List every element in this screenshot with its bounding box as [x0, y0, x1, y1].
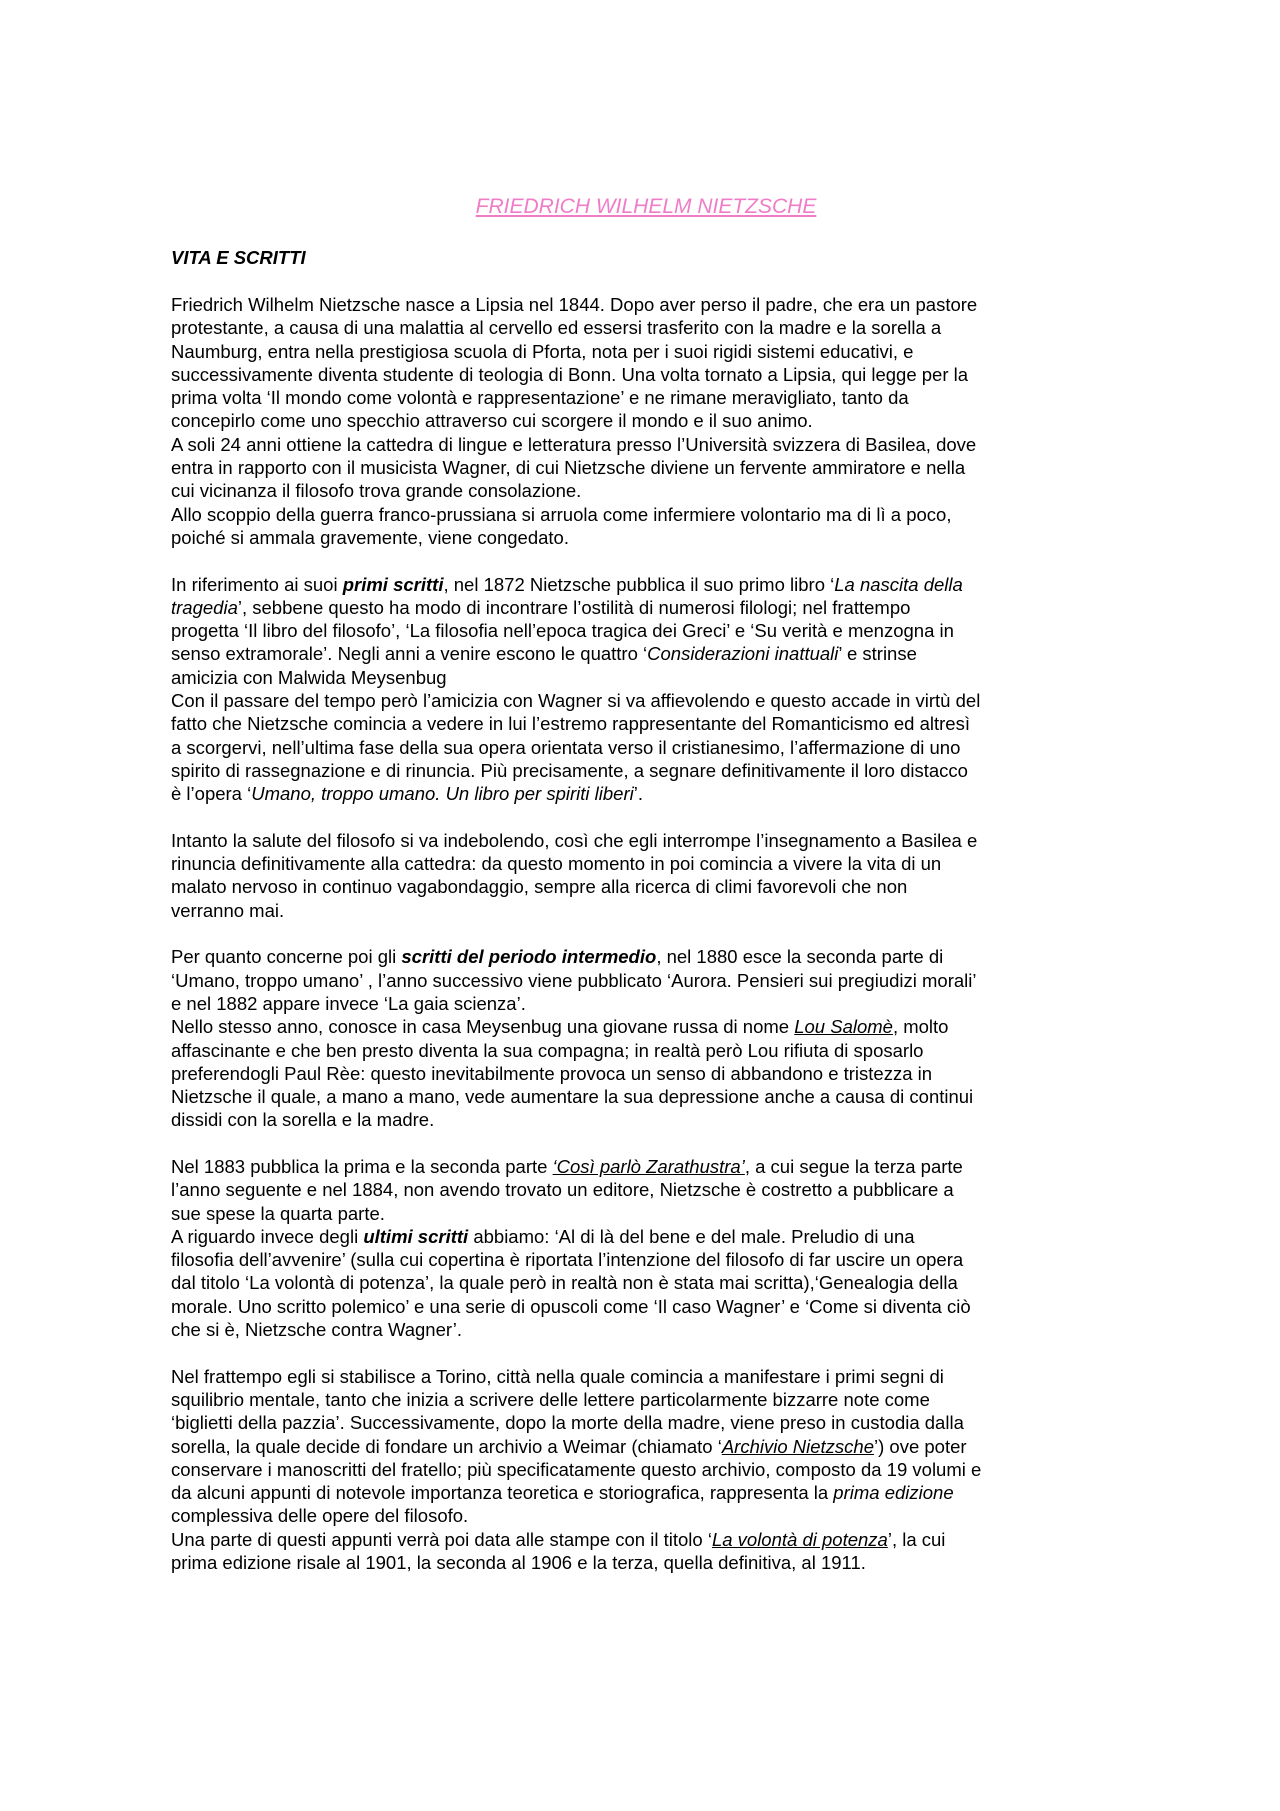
text-run: l’anno seguente e nel 1884, non avendo trovato un editore, Nietzsche è costretto a pubblicare a: [171, 1179, 954, 1201]
emphasized-text: La nascita della: [834, 573, 963, 595]
text-run: morale. Uno scritto polemico’ e una serie di opuscoli come ‘Il caso Wagner’ e ‘Come si diventa ciò: [171, 1295, 971, 1317]
text-line: [171, 736, 1121, 759]
text-line: [171, 759, 1121, 782]
text-line: [171, 642, 1121, 665]
text-line: [171, 1458, 1121, 1481]
emphasized-text: Archivio Nietzsche: [721, 1435, 875, 1457]
text-line: [171, 1481, 1121, 1504]
text-run: prima volta ‘Il mondo come volontà e rappresentazione’ e ne rimane meravigliato, tanto da: [171, 387, 909, 409]
text-run: poiché si ammala gravemente, viene congedato.: [171, 526, 569, 548]
emphasized-text: Umano, troppo umano. Un libro per spiriti liberi: [251, 783, 634, 805]
emphasized-text: Lou Salomè: [794, 1016, 893, 1038]
text-run: successivamente diventa studente di teologia di Bonn. Una volta tornato a Lipsia, qui legge per la: [171, 363, 969, 385]
text-line: [171, 316, 1121, 339]
text-line: [171, 456, 1121, 479]
text-run: affascinante e che ben presto diventa la sua compagna; in realtà però Lou rifiuta di sposarlo: [171, 1039, 924, 1061]
text-line: [171, 596, 1121, 619]
text-line: [171, 992, 1121, 1015]
text-line: [171, 666, 1121, 689]
text-line: [171, 1388, 1121, 1411]
text-run: Con il passare del tempo però l’amicizia con Wagner si va affievolendo e questo accade in virtù del: [171, 690, 981, 712]
text-run: entra in rapporto con il musicista Wagner, di cui Nietzsche diviene un fervente ammiratore e nella: [171, 457, 966, 479]
text-run: protestante, a causa di una malattia al cervello ed essersi trasferito con la madre e la sorella a: [171, 317, 942, 339]
text-line: [171, 619, 1121, 642]
emphasized-text: tragedia: [171, 596, 238, 618]
text-run: Nello stesso anno, conosce in casa Meysenbug una giovane russa di nome: [171, 1016, 795, 1038]
text-run: filosofia dell’avvenire’ (sulla cui copertina è riportata l’intenzione del filosofo di far uscire un opera: [171, 1249, 964, 1271]
text-run: malato nervoso in continuo vagabondaggio, sempre alla ricerca di climi favorevoli che non: [171, 876, 908, 898]
text-line: [171, 293, 1121, 316]
text-line: [171, 1039, 1121, 1062]
text-line: [171, 782, 1121, 805]
emphasized-text: primi scritti: [342, 573, 444, 595]
text-run: dissidi con la sorella e la madre.: [171, 1109, 435, 1131]
text-run: rinuncia definitivamente alla cattedra: da questo momento in poi comincia a vivere la vita di un: [171, 853, 942, 875]
text-run: è l’opera ‘: [171, 783, 252, 805]
document-body: [171, 293, 1121, 1574]
text-line: [171, 969, 1121, 992]
text-run: ’, sebbene questo ha modo di incontrare l’ostilità di numerosi filologi; nel frattempo: [237, 596, 911, 618]
emphasized-text: prima edizione: [833, 1482, 954, 1504]
text-line: [171, 1202, 1121, 1225]
text-line: [171, 852, 1121, 875]
text-run: a scorgervi, nell’ultima fase della sua opera orientata verso il cristianesimo, l’affermazione di uno: [171, 736, 961, 758]
emphasized-text: La volontà di potenza: [711, 1528, 888, 1550]
text-run: squilibrio mentale, tanto che inizia a scrivere delle lettere particolarmente bizzarre note come: [171, 1388, 930, 1410]
text-line: [171, 1085, 1121, 1108]
text-line: [171, 1225, 1121, 1248]
text-line: [171, 1155, 1121, 1178]
text-run: ‘biglietti della pazzia’. Successivamente, dopo la morte della madre, viene preso in custodia dalla: [171, 1412, 964, 1434]
emphasized-text: Considerazioni inattuali: [647, 643, 839, 665]
paragraph: [171, 573, 1121, 806]
text-line: [171, 1435, 1121, 1458]
text-run: ’, la cui: [887, 1528, 946, 1550]
text-line: [171, 340, 1121, 363]
text-run: e nel 1882 appare invece ‘La gaia scienza’.: [171, 992, 526, 1014]
text-run: Nel frattempo egli si stabilisce a Torino, città nella quale comincia a manifestare i primi segni di: [171, 1365, 944, 1387]
text-run: cui vicinanza il filosofo trova grande consolazione.: [171, 480, 582, 502]
text-run: Nel 1883 pubblica la prima e la seconda parte: [171, 1155, 553, 1177]
text-line: [171, 363, 1121, 386]
text-run: concepirlo come uno specchio attraverso cui scorgere il mondo e il suo animo.: [171, 410, 813, 432]
text-run: Friedrich Wilhelm Nietzsche nasce a Lipsia nel 1844. Dopo aver perso il padre, che era un pastore: [171, 294, 978, 315]
text-line: [171, 573, 1121, 596]
text-line: [171, 386, 1121, 409]
text-line: [171, 1528, 1121, 1551]
text-line: [171, 899, 1121, 922]
text-line: [171, 526, 1121, 549]
text-run: Intanto la salute del filosofo si va indebolendo, così che egli interrompe l’insegnamento a Basilea e: [171, 829, 978, 851]
text-run: senso extramorale’. Negli anni a venire escono le quattro ‘: [171, 643, 648, 665]
text-run: Una parte di questi appunti verrà poi data alle stampe con il titolo ‘: [171, 1528, 712, 1550]
text-run: amicizia con Malwida Meysenbug: [171, 666, 447, 688]
text-run: , nel 1872 Nietzsche pubblica il suo primo libro ‘: [443, 573, 835, 595]
document-page: [171, 195, 1121, 1598]
text-run: Allo scoppio della guerra franco-prussiana si arruola come infermiere volontario ma di lì a poco,: [171, 503, 952, 525]
text-line: [171, 945, 1121, 968]
text-run: , molto: [892, 1016, 949, 1038]
text-line: [171, 1015, 1121, 1038]
text-run: abbiamo: ‘Al di là del bene e del male. Preludio di una: [468, 1225, 915, 1247]
text-run: prima edizione risale al 1901, la seconda al 1906 e la terza, quella definitiva, al 1911.: [171, 1552, 866, 1574]
text-run: ‘Umano, troppo umano’ , l’anno successivo viene pubblicato ‘Aurora. Pensieri sui pregiudizi morali’: [171, 969, 977, 991]
text-run: complessiva delle opere del filosofo.: [171, 1505, 469, 1527]
text-run: da alcuni appunti di notevole importanza teoretica e storiografica, rappresenta la: [171, 1482, 834, 1504]
text-line: [171, 712, 1121, 735]
text-line: [171, 1248, 1121, 1271]
text-line: [171, 1178, 1121, 1201]
paragraph: [171, 1155, 1121, 1341]
text-line: [171, 875, 1121, 898]
text-run: Nietzsche il quale, a mano a mano, vede aumentare la sua depressione anche a causa di continui: [171, 1086, 974, 1108]
text-run: A soli 24 anni ottiene la cattedra di lingue e letteratura presso l’Università svizzera di Basilea, dove: [171, 433, 977, 455]
text-line: [171, 503, 1121, 526]
text-line: [171, 1551, 1121, 1574]
text-line: [171, 1318, 1121, 1341]
paragraph: [171, 1365, 1121, 1575]
text-line: [171, 1365, 1121, 1388]
section-heading: VITA E SCRITTI: [171, 247, 306, 268]
text-run: ’) ove poter: [874, 1435, 967, 1457]
text-line: [171, 409, 1121, 432]
paragraph: [171, 945, 1121, 1131]
text-run: Naumburg, entra nella prestigiosa scuola di Pforta, nota per i suoi rigidi sistemi educativi, e: [171, 340, 914, 362]
text-run: progetta ‘Il libro del filosofo’, ‘La filosofia nell’epoca tragica dei Greci’ e ‘Su verità e menzogna in: [171, 620, 954, 642]
text-run: , a cui segue la terza parte: [744, 1155, 963, 1177]
text-run: dal titolo ‘La volontà di potenza’, la quale però in realtà non è stata mai scritta),‘Genealogia della: [171, 1272, 958, 1294]
text-run: ’.: [633, 783, 643, 805]
text-line: [171, 1411, 1121, 1434]
text-line: [171, 1108, 1121, 1131]
text-line: [171, 1295, 1121, 1318]
document-title: FRIEDRICH WILHELM NIETZSCHE: [475, 195, 817, 218]
text-line: [171, 829, 1121, 852]
text-line: [171, 1062, 1121, 1085]
text-run: ’ e strinse: [838, 643, 917, 665]
paragraph: [171, 829, 1121, 922]
emphasized-text: ‘Così parlò Zarathustra’: [552, 1155, 745, 1177]
text-run: sue spese la quarta parte.: [171, 1202, 385, 1224]
text-run: verranno mai.: [171, 899, 285, 921]
text-line: [171, 689, 1121, 712]
text-run: , nel 1880 esce la seconda parte di: [656, 946, 944, 968]
text-run: A riguardo invece degli: [171, 1225, 364, 1247]
text-line: [171, 1271, 1121, 1294]
text-run: sorella, la quale decide di fondare un archivio a Weimar (chiamato ‘: [171, 1435, 722, 1457]
text-run: preferendogli Paul Rèe: questo inevitabilmente provoca un senso di abbandono e tristezza in: [171, 1062, 933, 1084]
text-run: In riferimento ai suoi: [171, 573, 343, 595]
emphasized-text: scritti del periodo intermedio: [401, 946, 657, 968]
text-line: [171, 433, 1121, 456]
text-line: [171, 1504, 1121, 1527]
text-run: spirito di rassegnazione e di rinuncia. Più precisamente, a segnare definitivamente il loro distacco: [171, 759, 968, 781]
text-run: che si è, Nietzsche contra Wagner’.: [171, 1319, 462, 1341]
text-run: conservare i manoscritti del fratello; più specificatamente questo archivio, composto da 19 volumi e: [171, 1458, 982, 1480]
text-line: [171, 479, 1121, 502]
text-run: fatto che Nietzsche comincia a vedere in lui l’estremo rappresentante del Romanticismo ed altresì: [171, 713, 970, 735]
emphasized-text: ultimi scritti: [363, 1225, 469, 1247]
text-run: Per quanto concerne poi gli: [171, 946, 402, 968]
paragraph: [171, 293, 1121, 549]
